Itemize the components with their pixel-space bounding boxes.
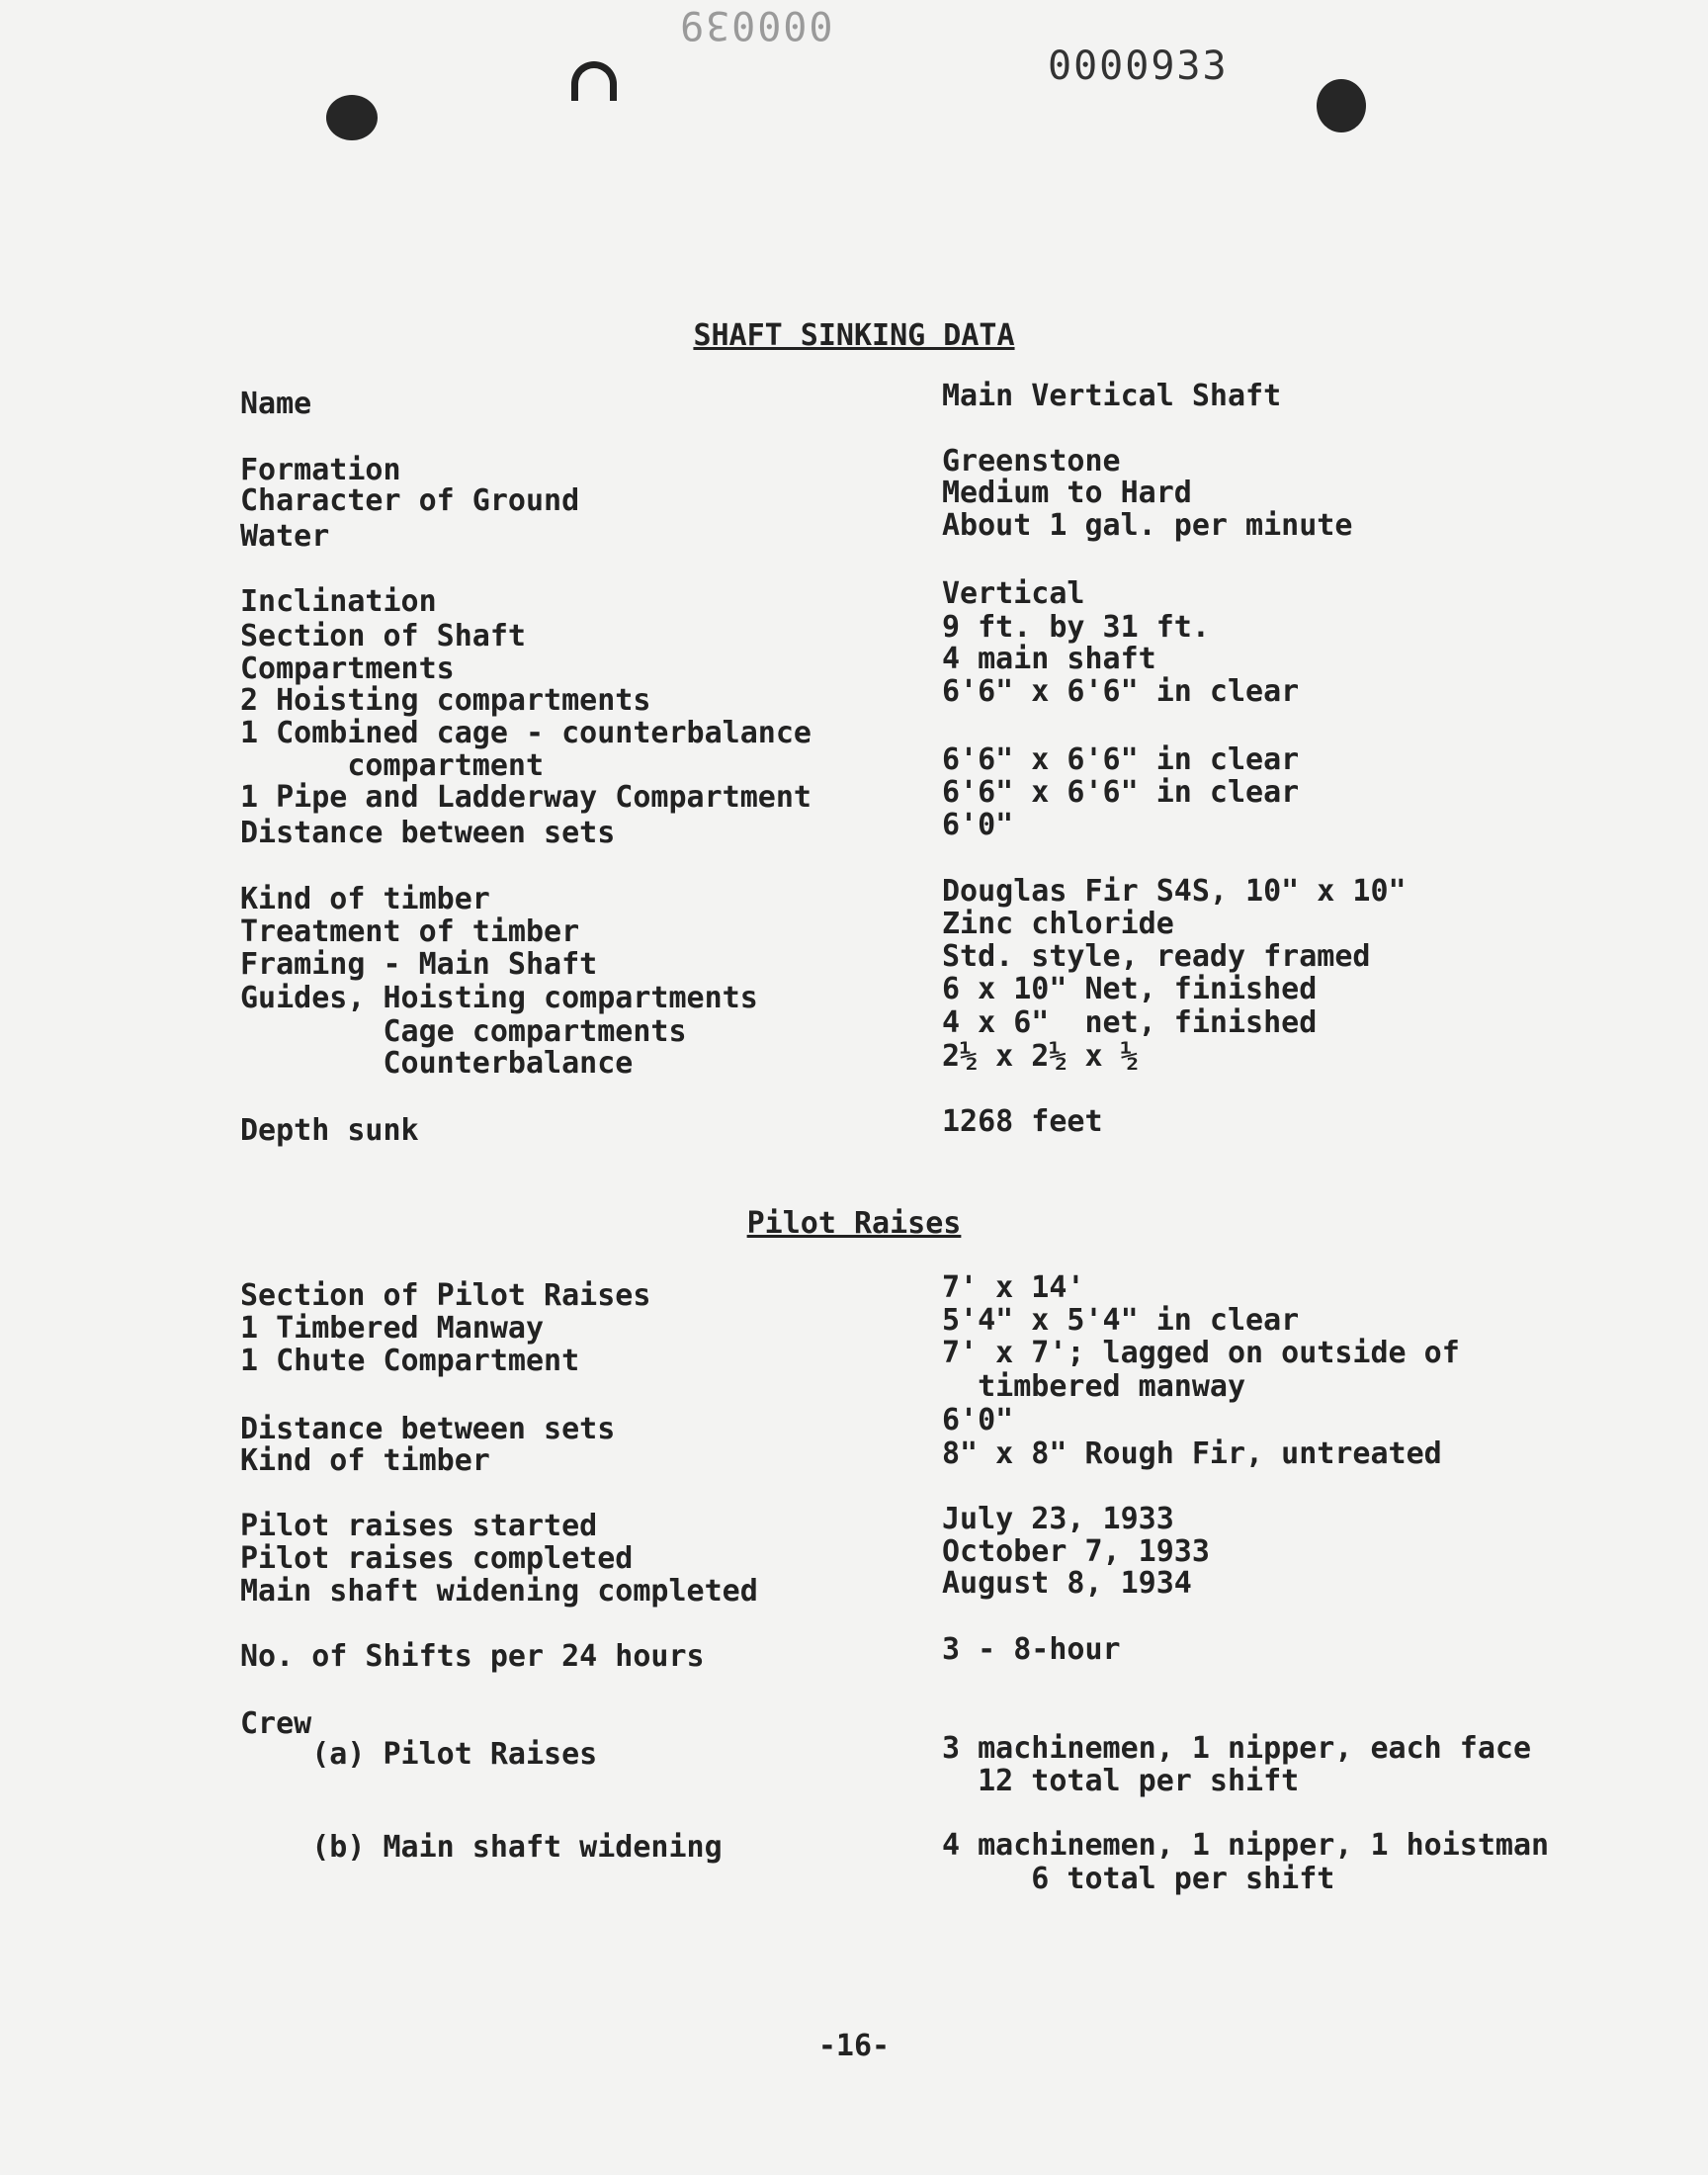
pilot-value: 7' x 14': [942, 1270, 1085, 1305]
pilot-value: 8" x 8" Rough Fir, untreated: [942, 1436, 1442, 1471]
shaft-value: 2½ x 2½ x ½: [942, 1039, 1139, 1074]
shaft-value: Medium to Hard: [942, 476, 1192, 510]
pilot-value: 4 machinemen, 1 nipper, 1 hoistman: [942, 1828, 1550, 1863]
pilot-value: 3 machinemen, 1 nipper, each face: [942, 1731, 1532, 1766]
pilot-value: 12 total per shift: [942, 1764, 1300, 1798]
shaft-label: Formation: [240, 453, 401, 487]
shaft-value: Main Vertical Shaft: [942, 379, 1282, 413]
pilot-value: 7' x 7'; lagged on outside of: [942, 1336, 1460, 1370]
shaft-label: Treatment of timber: [240, 914, 580, 949]
shaft-label: Depth sunk: [240, 1113, 419, 1148]
shaft-label: Distance between sets: [240, 816, 616, 850]
shaft-label: 2 Hoisting compartments: [240, 683, 651, 718]
pilot-label: (b) Main shaft widening: [240, 1830, 723, 1865]
shaft-label: 1 Pipe and Ladderway Compartment: [240, 780, 811, 815]
shaft-label: Compartments: [240, 652, 455, 686]
page-stamp-number: 0000933: [1048, 44, 1229, 89]
shaft-label: Cage compartments: [240, 1014, 687, 1049]
shaft-value: Greenstone: [942, 444, 1121, 478]
pilot-label: Crew: [240, 1706, 312, 1741]
shaft-label: compartment: [240, 748, 545, 783]
pilot-label: Main shaft widening completed: [240, 1574, 758, 1609]
pilot-value: October 7, 1933: [942, 1534, 1210, 1569]
pilot-value: 3 - 8-hour: [942, 1632, 1121, 1667]
shaft-label: Inclination: [240, 584, 437, 619]
page-title: SHAFT SINKING DATA: [693, 318, 1015, 353]
pilot-label: 1 Chute Compartment: [240, 1344, 580, 1378]
shaft-label: Counterbalance: [240, 1046, 634, 1081]
shaft-label: Section of Shaft: [240, 619, 526, 653]
pilot-label: Pilot raises started: [240, 1509, 598, 1543]
shaft-value: Douglas Fir S4S, 10" x 10": [942, 874, 1407, 909]
page-stamp-upside-down: 000039: [678, 2, 833, 47]
pilot-value: July 23, 1933: [942, 1502, 1174, 1536]
pilot-label: (a) Pilot Raises: [240, 1737, 598, 1772]
pilot-value: 5'4" x 5'4" in clear: [942, 1303, 1300, 1338]
binder-clip-mark: [571, 61, 617, 101]
pilot-label: 1 Timbered Manway: [240, 1311, 545, 1346]
shaft-value: 6'6" x 6'6" in clear: [942, 742, 1300, 777]
shaft-label: Character of Ground: [240, 483, 580, 518]
shaft-value: 6'6" x 6'6" in clear: [942, 674, 1300, 709]
shaft-value: 9 ft. by 31 ft.: [942, 610, 1210, 645]
punch-hole-right: [1317, 79, 1366, 132]
shaft-label: Water: [240, 519, 330, 554]
shaft-value: 6'0": [942, 808, 1014, 842]
section-title: Pilot Raises: [746, 1206, 962, 1241]
shaft-value: Vertical: [942, 576, 1085, 611]
shaft-value: 4 main shaft: [942, 642, 1156, 676]
page-number: -16-: [817, 2029, 891, 2063]
pilot-value: 6 total per shift: [942, 1862, 1335, 1896]
shaft-value: Zinc chloride: [942, 907, 1174, 941]
pilot-label: No. of Shifts per 24 hours: [240, 1639, 705, 1674]
shaft-label: Name: [240, 387, 312, 421]
pilot-value: 6'0": [942, 1403, 1014, 1437]
pilot-label: Section of Pilot Raises: [240, 1278, 651, 1313]
pilot-label: Pilot raises completed: [240, 1541, 634, 1576]
punch-hole-left: [326, 95, 378, 140]
shaft-value: About 1 gal. per minute: [942, 508, 1353, 543]
shaft-label: 1 Combined cage - counterbalance: [240, 716, 811, 750]
shaft-label: Guides, Hoisting compartments: [240, 981, 758, 1015]
pilot-label: Distance between sets: [240, 1412, 616, 1446]
shaft-value: 6 x 10" Net, finished: [942, 972, 1318, 1006]
pilot-value: August 8, 1934: [942, 1566, 1192, 1601]
pilot-label: Kind of timber: [240, 1443, 490, 1478]
shaft-value: 4 x 6" net, finished: [942, 1005, 1318, 1040]
pilot-value: timbered manway: [942, 1369, 1246, 1404]
shaft-value: 6'6" x 6'6" in clear: [942, 775, 1300, 810]
shaft-label: Kind of timber: [240, 882, 490, 916]
shaft-value: Std. style, ready framed: [942, 939, 1371, 974]
shaft-value: 1268 feet: [942, 1104, 1103, 1139]
shaft-label: Framing - Main Shaft: [240, 947, 598, 982]
